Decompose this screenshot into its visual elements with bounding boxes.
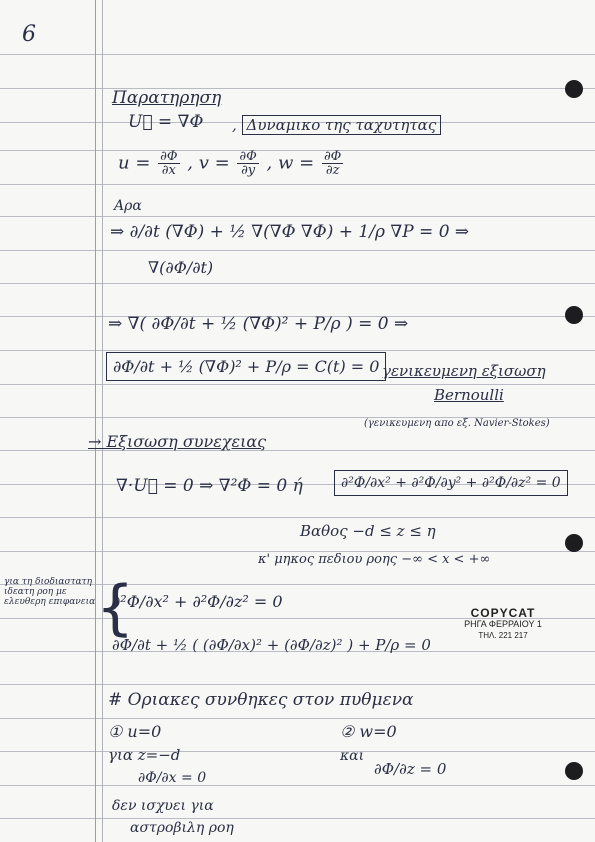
binder-hole <box>565 306 583 324</box>
ruled-line <box>0 751 595 752</box>
u-label: u = <box>118 152 151 174</box>
bernoulli-note: (γενικευμενη απο εξ. Navier-Stokes) <box>364 418 550 429</box>
v-label: , v = <box>187 152 230 174</box>
note-line-1: δεν ισχυει για <box>112 798 214 814</box>
boundary-heading: # Οριακες συνθηκες στον πυθμενα <box>108 690 414 710</box>
boundary-condition-2: ② w=0 <box>340 722 397 741</box>
ruled-line <box>0 88 595 89</box>
ruled-line <box>0 216 595 217</box>
laplace-2d-equation: ∂²Φ/∂x² + ∂²Φ/∂z² = 0 <box>112 592 283 611</box>
ruled-line <box>0 184 595 185</box>
ruled-line <box>0 283 595 284</box>
depth-range: Βαθος −d ≤ z ≤ η <box>300 522 436 540</box>
heading-text: Παρατηρηση <box>112 88 222 108</box>
w-fraction: $\frac{\partial\Phi}{\partial z}$ <box>323 149 342 178</box>
margin-line <box>102 0 103 842</box>
length-range: κ' μηκος πεδιου ροης −∞ < x < +∞ <box>258 552 491 567</box>
boundary-derivative-z: ∂Φ/∂z = 0 <box>374 760 447 778</box>
velocity-potential-eq: U⃗ = ∇Φ <box>128 112 204 132</box>
boundary-condition-1: ① u=0 <box>108 722 162 741</box>
page-number: 6 <box>22 22 36 47</box>
velocity-components <box>118 150 345 177</box>
euler-equation-sub: ∇(∂Φ/∂t) <box>148 258 214 277</box>
margin-line <box>95 0 96 842</box>
euler-equation: ⇒ ∂/∂t (∇Φ) + ½ ∇(∇Φ ∇Φ) + 1/ρ ∇P = 0 ⇒ <box>110 222 470 242</box>
velocity-potential-label: , Δυναμικο της ταχυτητας <box>232 116 441 134</box>
continuity-heading: → Εξισωση συνεχειας <box>88 432 267 451</box>
w-label: , w = <box>266 152 315 174</box>
laplace-equation: ∂²Φ/∂x² + ∂²Φ/∂y² + ∂²Φ/∂z² = 0 <box>334 470 568 496</box>
stamp-address: ΡΗΓΑ ΦΕΡΡΑΙΟΥ 1 <box>464 619 542 629</box>
velocity-potential-box: Δυναμικο της ταχυτητας <box>242 115 442 135</box>
binder-hole <box>565 762 583 780</box>
ruled-line <box>0 818 595 819</box>
ruled-line <box>0 250 595 251</box>
surface-bernoulli-equation: ∂Φ/∂t + ½ ( (∂Φ/∂x)² + (∂Φ/∂z)² ) + P/ρ = 0 <box>112 636 431 654</box>
therefore-label: Αρα <box>114 198 142 214</box>
copycat-stamp <box>448 608 558 641</box>
ruled-line <box>0 684 595 685</box>
bernoulli-label: γενικευμενη εξισωση <box>382 362 546 380</box>
margin-note: για τη διοδιαστατη ιδεατη ροη με ελευθερη επιφανεια <box>4 577 96 607</box>
v-fraction: $\frac{\partial\Phi}{\partial y}$ <box>239 149 257 178</box>
note-line-2: αστροβιλη ροη <box>130 820 234 836</box>
stamp-phone: ΤΗΛ. 221 217 <box>478 631 528 640</box>
binder-hole <box>565 534 583 552</box>
ruled-line <box>0 350 595 351</box>
gradient-equation: ⇒ ∇( ∂Φ/∂t + ½ (∇Φ)² + P/ρ ) = 0 ⇒ <box>108 314 409 334</box>
u-fraction: $\frac{\partial\Phi}{\partial x}$ <box>160 149 178 178</box>
ruled-line <box>0 54 595 55</box>
stamp-title: COPYCAT <box>470 606 536 620</box>
brace-symbol: { <box>96 573 135 643</box>
continuity-equation: ∇·U⃗ = 0 ⇒ ∇²Φ = 0 ή <box>116 476 303 496</box>
ruled-line <box>0 517 595 518</box>
boundary-and: και <box>340 748 365 764</box>
boundary-location: για z=−d <box>108 746 181 764</box>
binder-hole <box>565 80 583 98</box>
boundary-derivative-x: ∂Φ/∂x = 0 <box>138 770 207 786</box>
ruled-line <box>0 785 595 786</box>
bernoulli-equation: ∂Φ/∂t + ½ (∇Φ)² + P/ρ = C(t) = 0 <box>106 352 386 381</box>
ruled-line <box>0 718 595 719</box>
heading <box>112 88 221 108</box>
bernoulli-name: Bernoulli <box>434 386 504 404</box>
ruled-line <box>0 384 595 385</box>
